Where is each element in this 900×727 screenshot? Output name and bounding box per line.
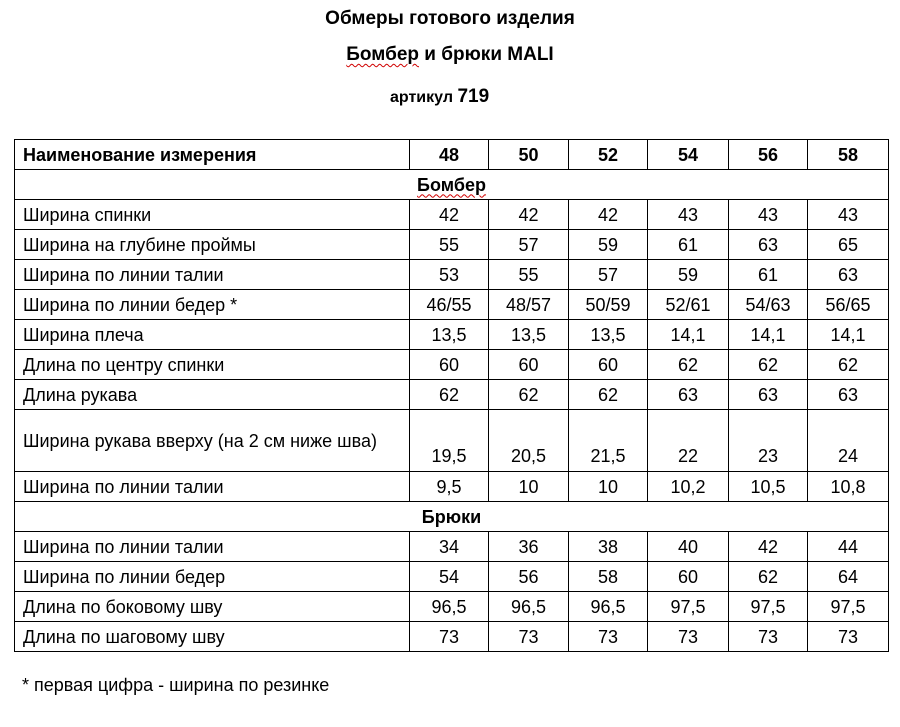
measurement-label-cell: Длина по шаговому шву [15, 622, 410, 652]
section-title-cell [15, 170, 889, 200]
measurement-value-cell: 36 [489, 532, 569, 562]
measurement-value-cell: 57 [489, 230, 569, 260]
measurement-label-cell: Ширина по линии талии [15, 472, 410, 502]
article-line [390, 86, 489, 108]
measurement-value-cell: 96,5 [489, 592, 569, 622]
measurement-value-cell: 97,5 [729, 592, 808, 622]
measurement-value-cell: 65 [808, 230, 889, 260]
measurement-value-cell: 21,5 [569, 410, 648, 472]
measurement-value-cell: 63 [648, 380, 729, 410]
table-header-row [15, 140, 889, 170]
measurement-value-cell: 73 [729, 622, 808, 652]
measurement-label-cell: Ширина по линии бедер * [15, 290, 410, 320]
measurement-value-cell: 14,1 [729, 320, 808, 350]
table-row [15, 260, 889, 290]
measurement-label-cell: Ширина рукава вверху (на 2 см ниже шва) [15, 410, 410, 472]
measurement-label-cell: Длина по центру спинки [15, 350, 410, 380]
measurement-value-cell: 42 [569, 200, 648, 230]
measurement-value-cell: 40 [648, 532, 729, 562]
measurement-value-cell: 10 [569, 472, 648, 502]
measurement-value-cell: 53 [410, 260, 489, 290]
measurement-value-cell: 13,5 [569, 320, 648, 350]
measurement-value-cell: 97,5 [648, 592, 729, 622]
measurement-value-cell: 73 [569, 622, 648, 652]
measurement-value-cell: 62 [808, 350, 889, 380]
table-row [15, 532, 889, 562]
measurement-value-cell: 10,2 [648, 472, 729, 502]
table-row [15, 562, 889, 592]
measurement-value-cell: 73 [648, 622, 729, 652]
table-row [15, 290, 889, 320]
table-row [15, 350, 889, 380]
measurement-value-cell: 73 [410, 622, 489, 652]
section-title: Бомбер [417, 174, 486, 195]
measurement-value-cell: 61 [648, 230, 729, 260]
measurement-value-cell: 54/63 [729, 290, 808, 320]
measurement-value-cell: 42 [489, 200, 569, 230]
measurement-value-cell: 44 [808, 532, 889, 562]
document-title: Обмеры готового изделия [325, 8, 575, 29]
measurement-value-cell: 14,1 [808, 320, 889, 350]
measurement-value-cell: 59 [569, 230, 648, 260]
measurement-value-cell: 62 [410, 380, 489, 410]
table-row [15, 622, 889, 652]
measurement-value-cell: 55 [410, 230, 489, 260]
table-row [15, 592, 889, 622]
measurement-label-cell: Ширина плеча [15, 320, 410, 350]
section-title: Брюки [421, 506, 482, 527]
measurement-value-cell: 34 [410, 532, 489, 562]
measurement-value-cell: 96,5 [569, 592, 648, 622]
document-subtitle [0, 44, 900, 66]
measurement-value-cell: 57 [569, 260, 648, 290]
measurement-value-cell: 14,1 [648, 320, 729, 350]
measurement-value-cell: 62 [569, 380, 648, 410]
measurement-value-cell: 61 [729, 260, 808, 290]
measurement-value-cell: 59 [648, 260, 729, 290]
measurement-value-cell: 42 [410, 200, 489, 230]
measurement-value-cell: 62 [729, 350, 808, 380]
measurement-value-cell: 73 [489, 622, 569, 652]
measurement-value-cell: 10 [489, 472, 569, 502]
measurement-value-cell: 73 [808, 622, 889, 652]
measurement-value-cell: 9,5 [410, 472, 489, 502]
size-header-cell: 50 [489, 140, 569, 170]
measurement-value-cell: 96,5 [410, 592, 489, 622]
table-row [15, 472, 889, 502]
measurement-value-cell: 60 [569, 350, 648, 380]
subtitle-rest: и брюки MALI [419, 44, 554, 65]
article-number: 719 [457, 86, 490, 107]
table-row [15, 200, 889, 230]
measurement-value-cell: 55 [489, 260, 569, 290]
measurement-value-cell: 48/57 [489, 290, 569, 320]
size-header-cell: 56 [729, 140, 808, 170]
size-header-cell: 54 [648, 140, 729, 170]
measurement-label-cell: Длина рукава [15, 380, 410, 410]
measurement-value-cell: 43 [729, 200, 808, 230]
measurement-value-cell: 22 [648, 410, 729, 472]
measurement-value-cell: 97,5 [808, 592, 889, 622]
measurement-value-cell: 52/61 [648, 290, 729, 320]
measurement-value-cell: 42 [729, 532, 808, 562]
measurement-label-cell: Длина по боковому шву [15, 592, 410, 622]
measurement-value-cell: 10,8 [808, 472, 889, 502]
measurement-value-cell: 46/55 [410, 290, 489, 320]
measurement-value-cell: 58 [569, 562, 648, 592]
measurement-value-cell: 63 [808, 260, 889, 290]
measurement-value-cell: 56/65 [808, 290, 889, 320]
measurements-table [14, 139, 889, 652]
measurement-value-cell: 54 [410, 562, 489, 592]
measurement-value-cell: 63 [808, 380, 889, 410]
measurement-value-cell: 63 [729, 230, 808, 260]
size-header-cell: 58 [808, 140, 889, 170]
table-row [15, 320, 889, 350]
header-label-cell: Наименование измерения [15, 140, 410, 170]
table-row [15, 410, 889, 472]
measurement-value-cell: 62 [489, 380, 569, 410]
measurement-value-cell: 60 [648, 562, 729, 592]
measurement-value-cell: 56 [489, 562, 569, 592]
measurement-value-cell: 13,5 [489, 320, 569, 350]
section-row [15, 170, 889, 200]
measurement-value-cell: 43 [648, 200, 729, 230]
size-header-cell: 52 [569, 140, 648, 170]
table-row [15, 380, 889, 410]
measurement-label-cell: Ширина по линии талии [15, 260, 410, 290]
measurement-value-cell: 24 [808, 410, 889, 472]
measurement-value-cell: 19,5 [410, 410, 489, 472]
section-row [15, 502, 889, 532]
measurement-value-cell: 43 [808, 200, 889, 230]
measurement-value-cell: 38 [569, 532, 648, 562]
measurement-value-cell: 64 [808, 562, 889, 592]
measurement-label-cell: Ширина на глубине проймы [15, 230, 410, 260]
spellcheck-word: Бомбер [346, 44, 419, 65]
measurement-label-cell: Ширина по линии талии [15, 532, 410, 562]
measurement-label-cell: Ширина по линии бедер [15, 562, 410, 592]
measurement-value-cell: 60 [489, 350, 569, 380]
measurement-value-cell: 62 [648, 350, 729, 380]
footnote: * первая цифра - ширина по резинке [22, 675, 330, 695]
article-label: артикул [390, 89, 458, 106]
section-title-cell [15, 502, 889, 532]
size-header-cell: 48 [410, 140, 489, 170]
measurement-value-cell: 20,5 [489, 410, 569, 472]
table-row [15, 230, 889, 260]
measurement-value-cell: 13,5 [410, 320, 489, 350]
measurement-label-cell: Ширина спинки [15, 200, 410, 230]
measurement-value-cell: 63 [729, 380, 808, 410]
measurement-value-cell: 23 [729, 410, 808, 472]
measurement-value-cell: 60 [410, 350, 489, 380]
measurement-value-cell: 62 [729, 562, 808, 592]
measurement-value-cell: 50/59 [569, 290, 648, 320]
measurement-value-cell: 10,5 [729, 472, 808, 502]
